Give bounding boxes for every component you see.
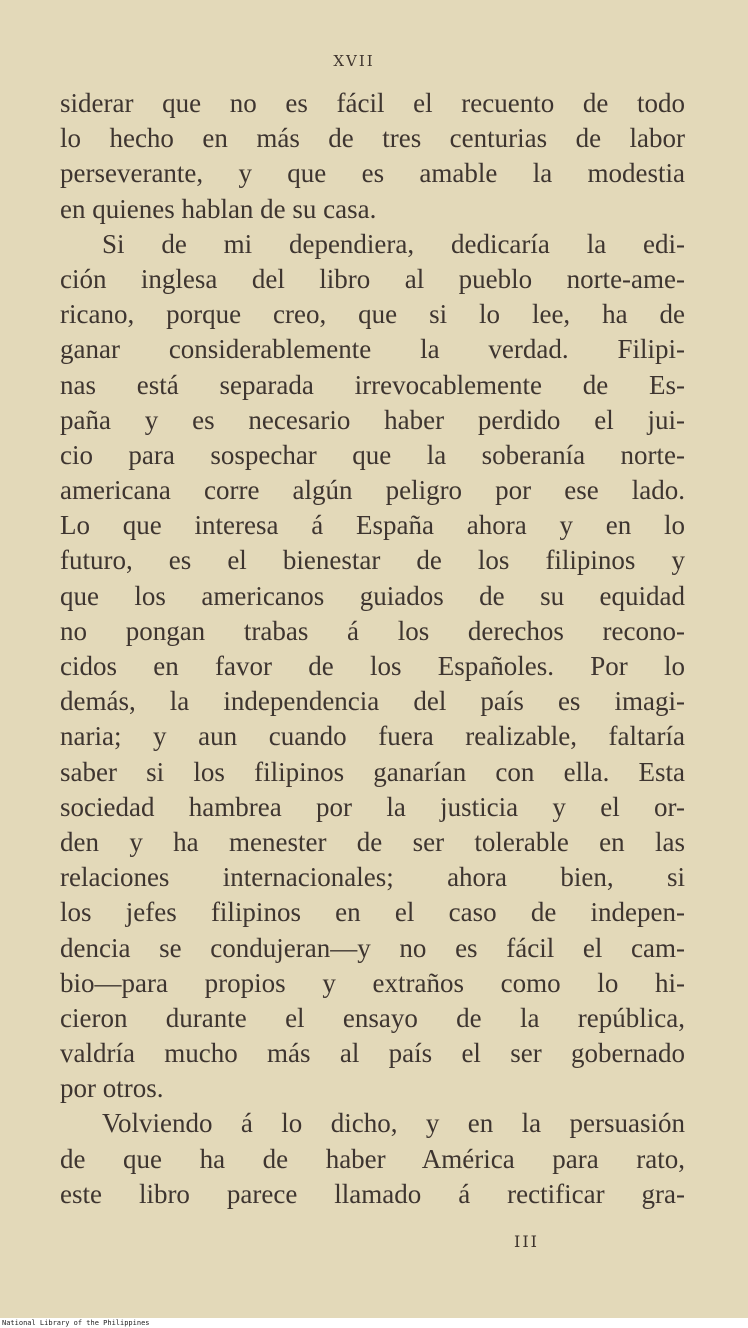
text-line: no pongan trabas á los derechos recono-	[60, 615, 685, 646]
library-credit: National Library of the Philippines	[2, 1319, 150, 1327]
text-line: cidos en favor de los Españoles. Por lo	[60, 651, 685, 681]
page-footer-numeral: III	[514, 1232, 539, 1251]
text-line: cieron durante el ensayo de la república,	[60, 1002, 685, 1033]
text-line: por otros.	[60, 1073, 164, 1104]
text-line: ricano, porque creo, que si lo lee, ha de	[60, 299, 685, 330]
text-line: nas está separada irrevocablemente de Es-	[60, 369, 685, 400]
text-line: sociedad hambrea por la justicia y el or-	[60, 791, 685, 822]
text-line: de que ha de haber América para rato,	[60, 1143, 685, 1174]
text-line: americana corre algún peligro por ese lado.	[60, 475, 685, 506]
text-line: Si de mi dependiera, dedicaría la edi-	[102, 228, 685, 259]
text-line: dencia se condujeran—y no es fácil el cam-	[60, 932, 685, 963]
text-line: que los americanos guiados de su equidad	[60, 580, 685, 611]
text-line: perseverante, y que es amable la modestia	[60, 158, 685, 189]
text-line: bio—para propios y extraños como lo hi-	[60, 967, 685, 998]
text-line: saber si los filipinos ganarían con ella. Esta	[60, 756, 685, 787]
page-gutter-shadow	[0, 0, 34, 1318]
text-line: futuro, es el bienestar de los filipinos y	[60, 545, 685, 576]
text-line: siderar que no es fácil el recuento de todo	[60, 88, 685, 118]
text-line: demás, la independencia del país es imagi-	[60, 686, 685, 717]
text-line: en quienes hablan de su casa.	[60, 193, 377, 224]
body-text	[60, 86, 685, 1212]
text-line: cio para sospechar que la soberanía norte-	[60, 439, 685, 470]
text-line: paña y es necesario haber perdido el jui-	[60, 404, 685, 435]
text-line: naria; y aun cuando fuera realizable, faltaría	[60, 721, 685, 752]
text-line: den y ha menester de ser tolerable en las	[60, 826, 685, 857]
text-line: lo hecho en más de tres centurias de labor	[60, 123, 685, 154]
text-line: los jefes filipinos en el caso de indepen-	[60, 897, 685, 928]
text-line: este libro parece llamado á rectificar gra-	[60, 1178, 685, 1209]
text-line: valdría mucho más al país el ser gobernado	[60, 1038, 685, 1069]
text-line: relaciones internacionales; ahora bien, si	[60, 862, 685, 893]
text-line: Lo que interesa á España ahora y en lo	[60, 510, 685, 541]
page-header-numeral: XVII	[333, 52, 375, 70]
text-line: ción inglesa del libro al pueblo norte-ame-	[60, 263, 685, 294]
text-line: ganar considerablemente la verdad. Filipi-	[60, 334, 685, 365]
text-line: Volviendo á lo dicho, y en la persuasión	[102, 1108, 685, 1139]
